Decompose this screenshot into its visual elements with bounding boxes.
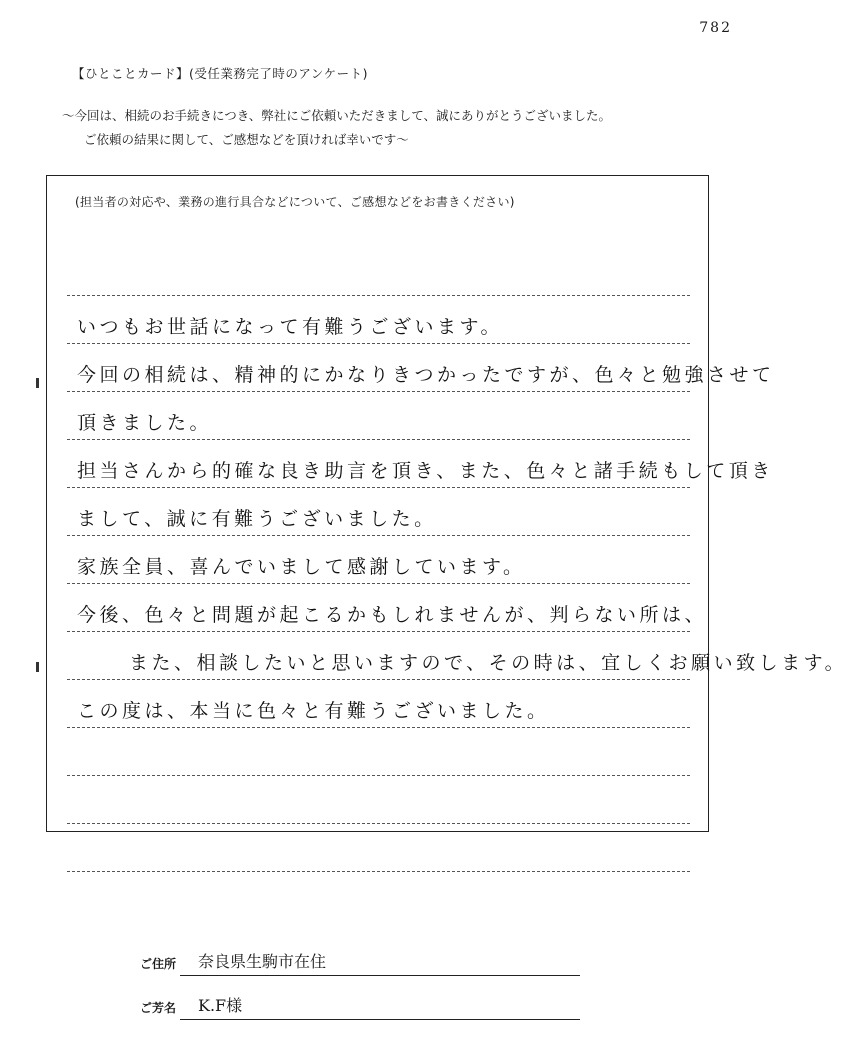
intro-message — [62, 104, 611, 152]
ruled-line — [67, 488, 690, 536]
handwritten-line: まして、誠に有難うございました。 — [77, 508, 437, 530]
ruled-line — [67, 248, 690, 296]
comment-box — [46, 175, 847, 832]
handwritten-line: 頂きました。 — [77, 412, 213, 434]
address-underline — [180, 975, 580, 976]
handwritten-line: 担当さんから的確な良き助言を頂き、また、色々と諸手続もして頂き — [77, 460, 774, 482]
ruled-line — [67, 632, 847, 680]
ruled-line — [67, 536, 690, 584]
name-label: ご芳名 — [140, 1001, 177, 1015]
address-row — [140, 944, 580, 974]
address-label: ご住所 — [140, 957, 177, 971]
handwritten-line: また、相談したいと思いますので、その時は、宜しくお願い致します。 — [129, 652, 847, 674]
address-value: 奈良県生駒市在住 — [198, 952, 327, 971]
ruled-line — [67, 728, 690, 776]
handwritten-line: この度は、本当に色々と有難うございました。 — [77, 700, 550, 722]
intro-line-2: ご依頼の結果に関して、ご感想などを頂ければ幸いです〜 — [84, 132, 409, 147]
ruled-lines — [67, 248, 847, 872]
intro-line-1: 〜今回は、相続のお手続きにつき、弊社にご依頼いただきまして、誠にありがとうございました。 — [62, 108, 612, 123]
margin-mark — [36, 662, 39, 672]
ruled-line — [67, 296, 690, 344]
page-number: 782 — [699, 20, 732, 36]
ruled-line — [67, 680, 690, 728]
card-title: 【ひとことカード】(受任業務完了時のアンケート) — [72, 66, 369, 81]
ruled-line — [67, 584, 708, 632]
margin-mark — [36, 378, 39, 388]
ruled-line — [67, 776, 690, 824]
name-row — [140, 988, 580, 1018]
ruled-line — [67, 344, 775, 392]
ruled-line — [67, 824, 690, 872]
ruled-line — [67, 440, 774, 488]
handwritten-line: 今後、色々と問題が起こるかもしれませんが、判らない所は、 — [77, 604, 708, 626]
handwritten-line: いつもお世話になって有難うございます。 — [77, 316, 503, 338]
ruled-line — [67, 392, 690, 440]
name-underline — [180, 1019, 580, 1020]
handwritten-line: 家族全員、喜んでいまして感謝しています。 — [77, 556, 526, 578]
name-value: K.F様 — [198, 996, 243, 1015]
handwritten-line: 今回の相続は、精神的にかなりきつかったですが、色々と勉強させて — [77, 364, 775, 386]
comment-instruction: (担当者の対応や、業務の進行具合などについて、ご感想などをお書きください) — [75, 195, 515, 209]
